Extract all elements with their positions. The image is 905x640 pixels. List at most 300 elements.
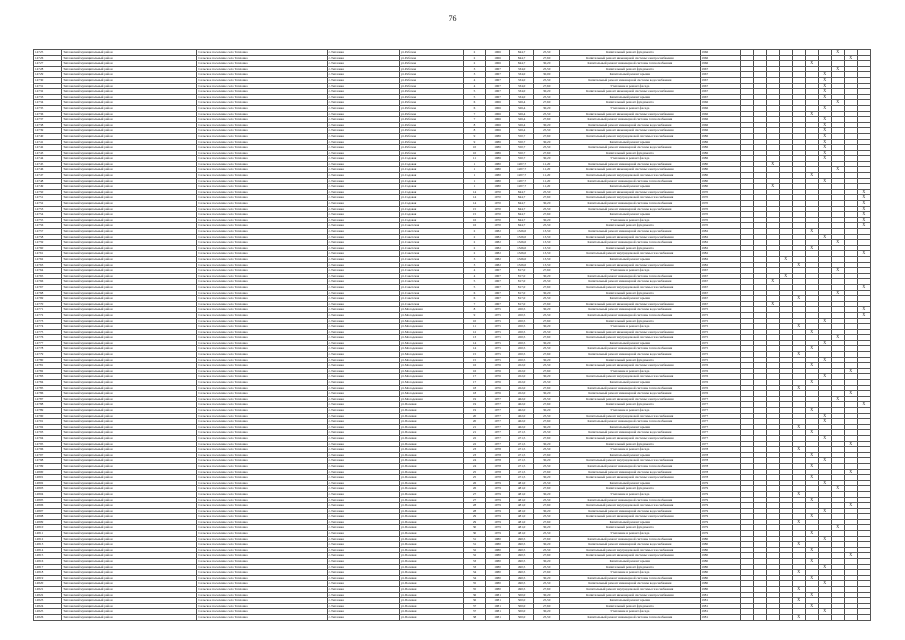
district: Тепловский муниципальный район xyxy=(62,559,197,565)
house-number: 19 xyxy=(463,396,485,402)
district: Тепловский муниципальный район xyxy=(62,592,197,598)
mark-cell: X xyxy=(805,245,818,251)
work-year: 1986 xyxy=(700,156,740,162)
locality: с.Тепловка xyxy=(327,380,399,386)
area: 550,7 xyxy=(510,145,534,151)
work-type: Капитальный ремонт инженерной системы электроснабжения xyxy=(560,553,700,559)
house-number: 9 xyxy=(463,139,485,145)
street: ул.Рабочая xyxy=(399,111,463,117)
house-number: 1 xyxy=(463,161,485,167)
row-id: 14762 xyxy=(34,256,62,262)
area: 550,7 xyxy=(510,139,534,145)
work-type: Капитальный ремонт внутридомовой системы газоснабжения xyxy=(560,413,700,419)
district: Тепловский муниципальный район xyxy=(62,486,197,492)
street: ул.Советская xyxy=(399,268,463,274)
settlement: Сельское поселение село Тепловка xyxy=(197,312,327,318)
settlement: Сельское поселение село Тепловка xyxy=(197,402,327,408)
row-id: 14814 xyxy=(34,547,62,553)
area: 817,0 xyxy=(510,279,534,285)
street: ул.Садовая xyxy=(399,184,463,190)
work-year: 1986 xyxy=(700,150,740,156)
street: ул.Садовая xyxy=(399,206,463,212)
district: Тепловский муниципальный район xyxy=(62,94,197,100)
work-year: 1976 xyxy=(700,385,740,391)
mark-cell: X xyxy=(792,614,805,620)
area: 471,5 xyxy=(510,441,534,447)
house-number: 30 xyxy=(463,525,485,531)
house-number: 18 xyxy=(463,385,485,391)
street: ул.Молодежная xyxy=(399,335,463,341)
mark-cell: X xyxy=(831,396,844,402)
build-year: 1966 xyxy=(486,55,510,61)
work-year: 1967 xyxy=(700,279,740,285)
locality: с.Тепловка xyxy=(327,240,399,246)
build-year: 1966 xyxy=(486,61,510,67)
settlement: Сельское поселение село Тепловка xyxy=(197,301,327,307)
house-number: 5 xyxy=(463,94,485,100)
house-number: 27 xyxy=(463,497,485,503)
cost: 27,60 xyxy=(534,133,560,139)
work-year: 1982 xyxy=(700,234,740,240)
mark-cell xyxy=(740,614,753,620)
district: Тепловский муниципальный район xyxy=(62,346,197,352)
mark-cell: X xyxy=(818,89,831,95)
area: 450,5 xyxy=(510,340,534,346)
area: 326,4 xyxy=(510,117,534,123)
locality: с.Тепловка xyxy=(327,575,399,581)
mark-cell: X xyxy=(831,486,844,492)
locality: с.Тепловка xyxy=(327,430,399,436)
locality: с.Тепловка xyxy=(327,424,399,430)
settlement: Сельское поселение село Тепловка xyxy=(197,469,327,475)
work-year: 1966 xyxy=(700,50,740,56)
house-number: 8 xyxy=(463,122,485,128)
settlement: Сельское поселение село Тепловка xyxy=(197,55,327,61)
area: 450,5 xyxy=(510,352,534,358)
build-year: 1981 xyxy=(486,592,510,598)
work-year: 1982 xyxy=(700,251,740,257)
house-number: 4 xyxy=(463,77,485,83)
street: ул.Полевая xyxy=(399,463,463,469)
cost: 30,20 xyxy=(534,374,560,380)
build-year: 1967 xyxy=(486,89,510,95)
build-year: 1967 xyxy=(486,66,510,72)
work-type: Капитальный ремонт фундамента xyxy=(560,564,700,570)
locality: с.Тепловка xyxy=(327,452,399,458)
district: Тепловский муниципальный район xyxy=(62,139,197,145)
street: ул.Полевая xyxy=(399,536,463,542)
cost: 13,50 xyxy=(534,240,560,246)
mark-cell: X xyxy=(818,419,831,425)
street: ул.Полевая xyxy=(399,559,463,565)
work-type: Капитальный ремонт фундамента xyxy=(560,290,700,296)
street: ул.Полевая xyxy=(399,603,463,609)
mark-cell: X xyxy=(857,223,870,229)
district: Тепловский муниципальный район xyxy=(62,525,197,531)
street: ул.Полевая xyxy=(399,592,463,598)
row-id: 14811 xyxy=(34,531,62,537)
district: Тепловский муниципальный район xyxy=(62,122,197,128)
mark-cell: X xyxy=(844,391,857,397)
row-id: 14777 xyxy=(34,340,62,346)
work-type: Утепление и ремонт фасада xyxy=(560,570,700,576)
settlement: Сельское поселение село Тепловка xyxy=(197,268,327,274)
work-type: Капитальный ремонт инженерной системы электроснабжения xyxy=(560,435,700,441)
work-year: 1978 xyxy=(700,458,740,464)
mark-cell: X xyxy=(818,413,831,419)
area: 471,5 xyxy=(510,469,534,475)
cost: 11,20 xyxy=(534,167,560,173)
work-year: 1980 xyxy=(700,559,740,565)
row-id: 14737 xyxy=(34,117,62,123)
cost: 27,60 xyxy=(534,268,560,274)
area: 817,0 xyxy=(510,296,534,302)
house-number: 16 xyxy=(463,368,485,374)
mark-cell: X xyxy=(779,256,792,262)
district: Тепловский муниципальный район xyxy=(62,497,197,503)
work-type: Капитальный ремонт фундамента xyxy=(560,100,700,106)
cost: 27,60 xyxy=(534,519,560,525)
settlement: Сельское поселение село Тепловка xyxy=(197,503,327,509)
district: Тепловский муниципальный район xyxy=(62,324,197,330)
house-number: 34 xyxy=(463,570,485,576)
build-year: 1966 xyxy=(486,50,510,56)
street: ул.Полевая xyxy=(399,452,463,458)
row-id: 14774 xyxy=(34,324,62,330)
build-year: 1970 xyxy=(486,206,510,212)
work-type: Капитальный ремонт инженерной системы теплоснабжения xyxy=(560,614,700,620)
work-type: Капитальный ремонт крыши xyxy=(560,94,700,100)
mark-cell: X xyxy=(844,368,857,374)
settlement: Сельское поселение село Тепловка xyxy=(197,128,327,134)
locality: с.Тепловка xyxy=(327,268,399,274)
area: 452,0 xyxy=(510,368,534,374)
work-year: 1977 xyxy=(700,430,740,436)
mark-cell: X xyxy=(818,139,831,145)
street: ул.Садовая xyxy=(399,161,463,167)
street: ул.Полевая xyxy=(399,553,463,559)
locality: с.Тепловка xyxy=(327,391,399,397)
street: ул.Советская xyxy=(399,262,463,268)
cost: 11,20 xyxy=(534,161,560,167)
house-number: 3 xyxy=(463,72,485,78)
district: Тепловский муниципальный район xyxy=(62,284,197,290)
mark-cell: X xyxy=(818,480,831,486)
house-number: 32 xyxy=(463,547,485,553)
mark-cell xyxy=(857,614,870,620)
locality: с.Тепловка xyxy=(327,531,399,537)
district: Тепловский муниципальный район xyxy=(62,581,197,587)
house-number: 2 xyxy=(463,245,485,251)
house-number: 36 xyxy=(463,598,485,604)
row-id: 14769 xyxy=(34,296,62,302)
build-year: 1979 xyxy=(486,519,510,525)
area: 481,0 xyxy=(510,503,534,509)
build-year: 1977 xyxy=(486,441,510,447)
mark-cell: X xyxy=(805,408,818,414)
mark-cell xyxy=(805,614,818,620)
build-year: 1976 xyxy=(486,368,510,374)
locality: с.Тепловка xyxy=(327,189,399,195)
locality: с.Тепловка xyxy=(327,553,399,559)
house-number: 16 xyxy=(463,223,485,229)
build-year: 1976 xyxy=(486,380,510,386)
cost: 27,60 xyxy=(534,100,560,106)
cost: 27,60 xyxy=(534,452,560,458)
locality: с.Тепловка xyxy=(327,486,399,492)
work-year: 1967 xyxy=(700,284,740,290)
locality: с.Тепловка xyxy=(327,145,399,151)
work-type: Капитальный ремонт инженерной системы водоснабжения xyxy=(560,581,700,587)
house-number: 14 xyxy=(463,340,485,346)
work-type: Капитальный ремонт инженерной системы водоснабжения xyxy=(560,122,700,128)
street: ул.Молодежная xyxy=(399,352,463,358)
area: 452,0 xyxy=(510,385,534,391)
locality: с.Тепловка xyxy=(327,301,399,307)
locality: с.Тепловка xyxy=(327,435,399,441)
work-type: Капитальный ремонт инженерной системы электроснабжения xyxy=(560,234,700,240)
street: ул.Полевая xyxy=(399,508,463,514)
work-year: 1970 xyxy=(700,195,740,201)
settlement: Сельское поселение село Тепловка xyxy=(197,603,327,609)
locality: с.Тепловка xyxy=(327,284,399,290)
area: 326,4 xyxy=(510,100,534,106)
locality: с.Тепловка xyxy=(327,491,399,497)
work-type: Капитальный ремонт внутридомовой системы газоснабжения xyxy=(560,133,700,139)
work-year: 1986 xyxy=(700,145,740,151)
district: Тепловский муниципальный район xyxy=(62,268,197,274)
work-year: 1975 xyxy=(700,312,740,318)
locality: с.Тепловка xyxy=(327,256,399,262)
build-year: 1981 xyxy=(486,598,510,604)
work-year: 1979 xyxy=(700,531,740,537)
locality: с.Тепловка xyxy=(327,290,399,296)
district: Тепловский муниципальный район xyxy=(62,491,197,497)
work-type: Капитальный ремонт инженерной системы водоснабжения xyxy=(560,307,700,313)
district: Тепловский муниципальный район xyxy=(62,212,197,218)
mark-cell: X xyxy=(818,178,831,184)
district: Тепловский муниципальный район xyxy=(62,519,197,525)
work-year: 1967 xyxy=(700,268,740,274)
work-year: 1980 xyxy=(700,547,740,553)
work-year: 1980 xyxy=(700,575,740,581)
district: Тепловский муниципальный район xyxy=(62,363,197,369)
work-type: Капитальный ремонт инженерной системы электроснабжения xyxy=(560,396,700,402)
district: Тепловский муниципальный район xyxy=(62,469,197,475)
settlement: Сельское поселение село Тепловка xyxy=(197,61,327,67)
build-year: 1970 xyxy=(486,212,510,218)
settlement: Сельское поселение село Тепловка xyxy=(197,150,327,156)
street: ул.Молодежная xyxy=(399,380,463,386)
district: Тепловский муниципальный район xyxy=(62,514,197,520)
work-type: Капитальный ремонт инженерной системы теплоснабжения xyxy=(560,385,700,391)
area: 490,5 xyxy=(510,564,534,570)
cost: 25,50 xyxy=(534,111,560,117)
work-year: 1966 xyxy=(700,128,740,134)
street: ул.Молодежная xyxy=(399,324,463,330)
cost: 25,50 xyxy=(534,531,560,537)
build-year: 1966 xyxy=(486,117,510,123)
mark-cell: X xyxy=(818,77,831,83)
settlement: Сельское поселение село Тепловка xyxy=(197,206,327,212)
district: Тепловский муниципальный район xyxy=(62,161,197,167)
area: 452,0 xyxy=(510,380,534,386)
cost: 30,20 xyxy=(534,441,560,447)
work-type: Утепление и ремонт фасада xyxy=(560,609,700,615)
area: 844,7 xyxy=(510,223,534,229)
street: ул.Полевая xyxy=(399,570,463,576)
settlement: Сельское поселение село Тепловка xyxy=(197,480,327,486)
street: ул.Полевая xyxy=(399,525,463,531)
row-id: 14802 xyxy=(34,480,62,486)
street: ул.Рабочая xyxy=(399,66,463,72)
build-year: 1977 xyxy=(486,419,510,425)
district: Тепловский муниципальный район xyxy=(62,290,197,296)
cost: 13,50 xyxy=(534,256,560,262)
settlement: Сельское поселение село Тепловка xyxy=(197,296,327,302)
build-year: 1967 xyxy=(486,77,510,83)
row-id: 14784 xyxy=(34,380,62,386)
row-id: 14822 xyxy=(34,592,62,598)
work-year: 1982 xyxy=(700,229,740,235)
street: ул.Советская xyxy=(399,256,463,262)
house-number: 10 xyxy=(463,150,485,156)
locality: с.Тепловка xyxy=(327,519,399,525)
cost: 25,50 xyxy=(534,480,560,486)
build-year: 1970 xyxy=(486,217,510,223)
street: ул.Полевая xyxy=(399,531,463,537)
house-number: 21 xyxy=(463,424,485,430)
settlement: Сельское поселение село Тепловка xyxy=(197,346,327,352)
locality: с.Тепловка xyxy=(327,83,399,89)
work-type: Капитальный ремонт инженерной системы водоснабжения xyxy=(560,508,700,514)
cost: 25,50 xyxy=(534,145,560,151)
build-year: 1978 xyxy=(486,447,510,453)
mark-cell: X xyxy=(831,290,844,296)
house-number: 2 xyxy=(463,240,485,246)
district: Тепловский муниципальный район xyxy=(62,229,197,235)
street: ул.Полевая xyxy=(399,424,463,430)
street: ул.Советская xyxy=(399,229,463,235)
settlement: Сельское поселение село Тепловка xyxy=(197,525,327,531)
work-type: Капитальный ремонт инженерной системы электроснабжения xyxy=(560,89,700,95)
house-number: 31 xyxy=(463,542,485,548)
work-year: 1967 xyxy=(700,72,740,78)
build-year: 1975 xyxy=(486,312,510,318)
mark-cell: X xyxy=(857,312,870,318)
build-year: 1981 xyxy=(486,609,510,615)
work-type: Капитальный ремонт фундамента xyxy=(560,402,700,408)
row-id: 14763 xyxy=(34,262,62,268)
mark-cell: X xyxy=(818,318,831,324)
area: 500,0 xyxy=(510,609,534,615)
street: ул.Рабочая xyxy=(399,145,463,151)
settlement: Сельское поселение село Тепловка xyxy=(197,318,327,324)
settlement: Сельское поселение село Тепловка xyxy=(197,497,327,503)
build-year: 1967 xyxy=(486,273,510,279)
mark-cell: X xyxy=(857,402,870,408)
locality: с.Тепловка xyxy=(327,536,399,542)
locality: с.Тепловка xyxy=(327,419,399,425)
house-number: 8 xyxy=(463,307,485,313)
settlement: Сельское поселение село Тепловка xyxy=(197,380,327,386)
settlement: Сельское поселение село Тепловка xyxy=(197,542,327,548)
build-year: 1986 xyxy=(486,139,510,145)
build-year: 1967 xyxy=(486,279,510,285)
settlement: Сельское поселение село Тепловка xyxy=(197,201,327,207)
build-year: 1977 xyxy=(486,430,510,436)
mark-cell: X xyxy=(831,167,844,173)
row-id: 14776 xyxy=(34,335,62,341)
locality: с.Тепловка xyxy=(327,329,399,335)
work-year: 1977 xyxy=(700,419,740,425)
mark-cell: X xyxy=(818,536,831,542)
mark-cell: X xyxy=(818,83,831,89)
locality: с.Тепловка xyxy=(327,273,399,279)
work-year: 1975 xyxy=(700,335,740,341)
settlement: Сельское поселение село Тепловка xyxy=(197,122,327,128)
work-type: Капитальный ремонт инженерной системы электроснабжения xyxy=(560,55,700,61)
build-year: 1966 xyxy=(486,122,510,128)
area: 450,5 xyxy=(510,357,534,363)
cost: 30,20 xyxy=(534,139,560,145)
house-number: 1 xyxy=(463,167,485,173)
locality: с.Тепловка xyxy=(327,581,399,587)
locality: с.Тепловка xyxy=(327,570,399,576)
area: 1326,0 xyxy=(510,229,534,235)
district: Тепловский муниципальный район xyxy=(62,564,197,570)
locality: с.Тепловка xyxy=(327,413,399,419)
work-type: Капитальный ремонт инженерной системы водоснабжения xyxy=(560,206,700,212)
mark-cell: X xyxy=(857,251,870,257)
district: Тепловский муниципальный район xyxy=(62,100,197,106)
mark-cell: X xyxy=(805,547,818,553)
row-id: 14740 xyxy=(34,133,62,139)
district: Тепловский муниципальный район xyxy=(62,463,197,469)
work-type: Капитальный ремонт инженерной системы теплоснабжения xyxy=(560,61,700,67)
mark-cell: X xyxy=(792,352,805,358)
mark-cell: X xyxy=(818,117,831,123)
build-year: 1986 xyxy=(486,133,510,139)
row-id: 14738 xyxy=(34,122,62,128)
locality: с.Тепловка xyxy=(327,139,399,145)
cost: 25,50 xyxy=(534,223,560,229)
work-type: Утепление и ремонт фасада xyxy=(560,531,700,537)
cost: 27,60 xyxy=(534,486,560,492)
district: Тепловский муниципальный район xyxy=(62,380,197,386)
cost: 11,20 xyxy=(534,184,560,190)
district: Тепловский муниципальный район xyxy=(62,217,197,223)
row-id: 14744 xyxy=(34,156,62,162)
area: 334,0 xyxy=(510,83,534,89)
work-year: 1979 xyxy=(700,503,740,509)
work-type: Утепление и ремонт фасада xyxy=(560,105,700,111)
settlement: Сельское поселение село Тепловка xyxy=(197,491,327,497)
build-year: 1976 xyxy=(486,374,510,380)
work-type: Капитальный ремонт крыши xyxy=(560,598,700,604)
district: Тепловский муниципальный район xyxy=(62,318,197,324)
cost: 25,50 xyxy=(534,463,560,469)
street: ул.Советская xyxy=(399,273,463,279)
work-year: 1967 xyxy=(700,83,740,89)
locality: с.Тепловка xyxy=(327,603,399,609)
house-number: 24 xyxy=(463,463,485,469)
mark-cell: X xyxy=(818,94,831,100)
cost: 30,00 xyxy=(534,72,560,78)
street: ул.Рабочая xyxy=(399,77,463,83)
street: ул.Советская xyxy=(399,296,463,302)
mark-cell: X xyxy=(805,329,818,335)
